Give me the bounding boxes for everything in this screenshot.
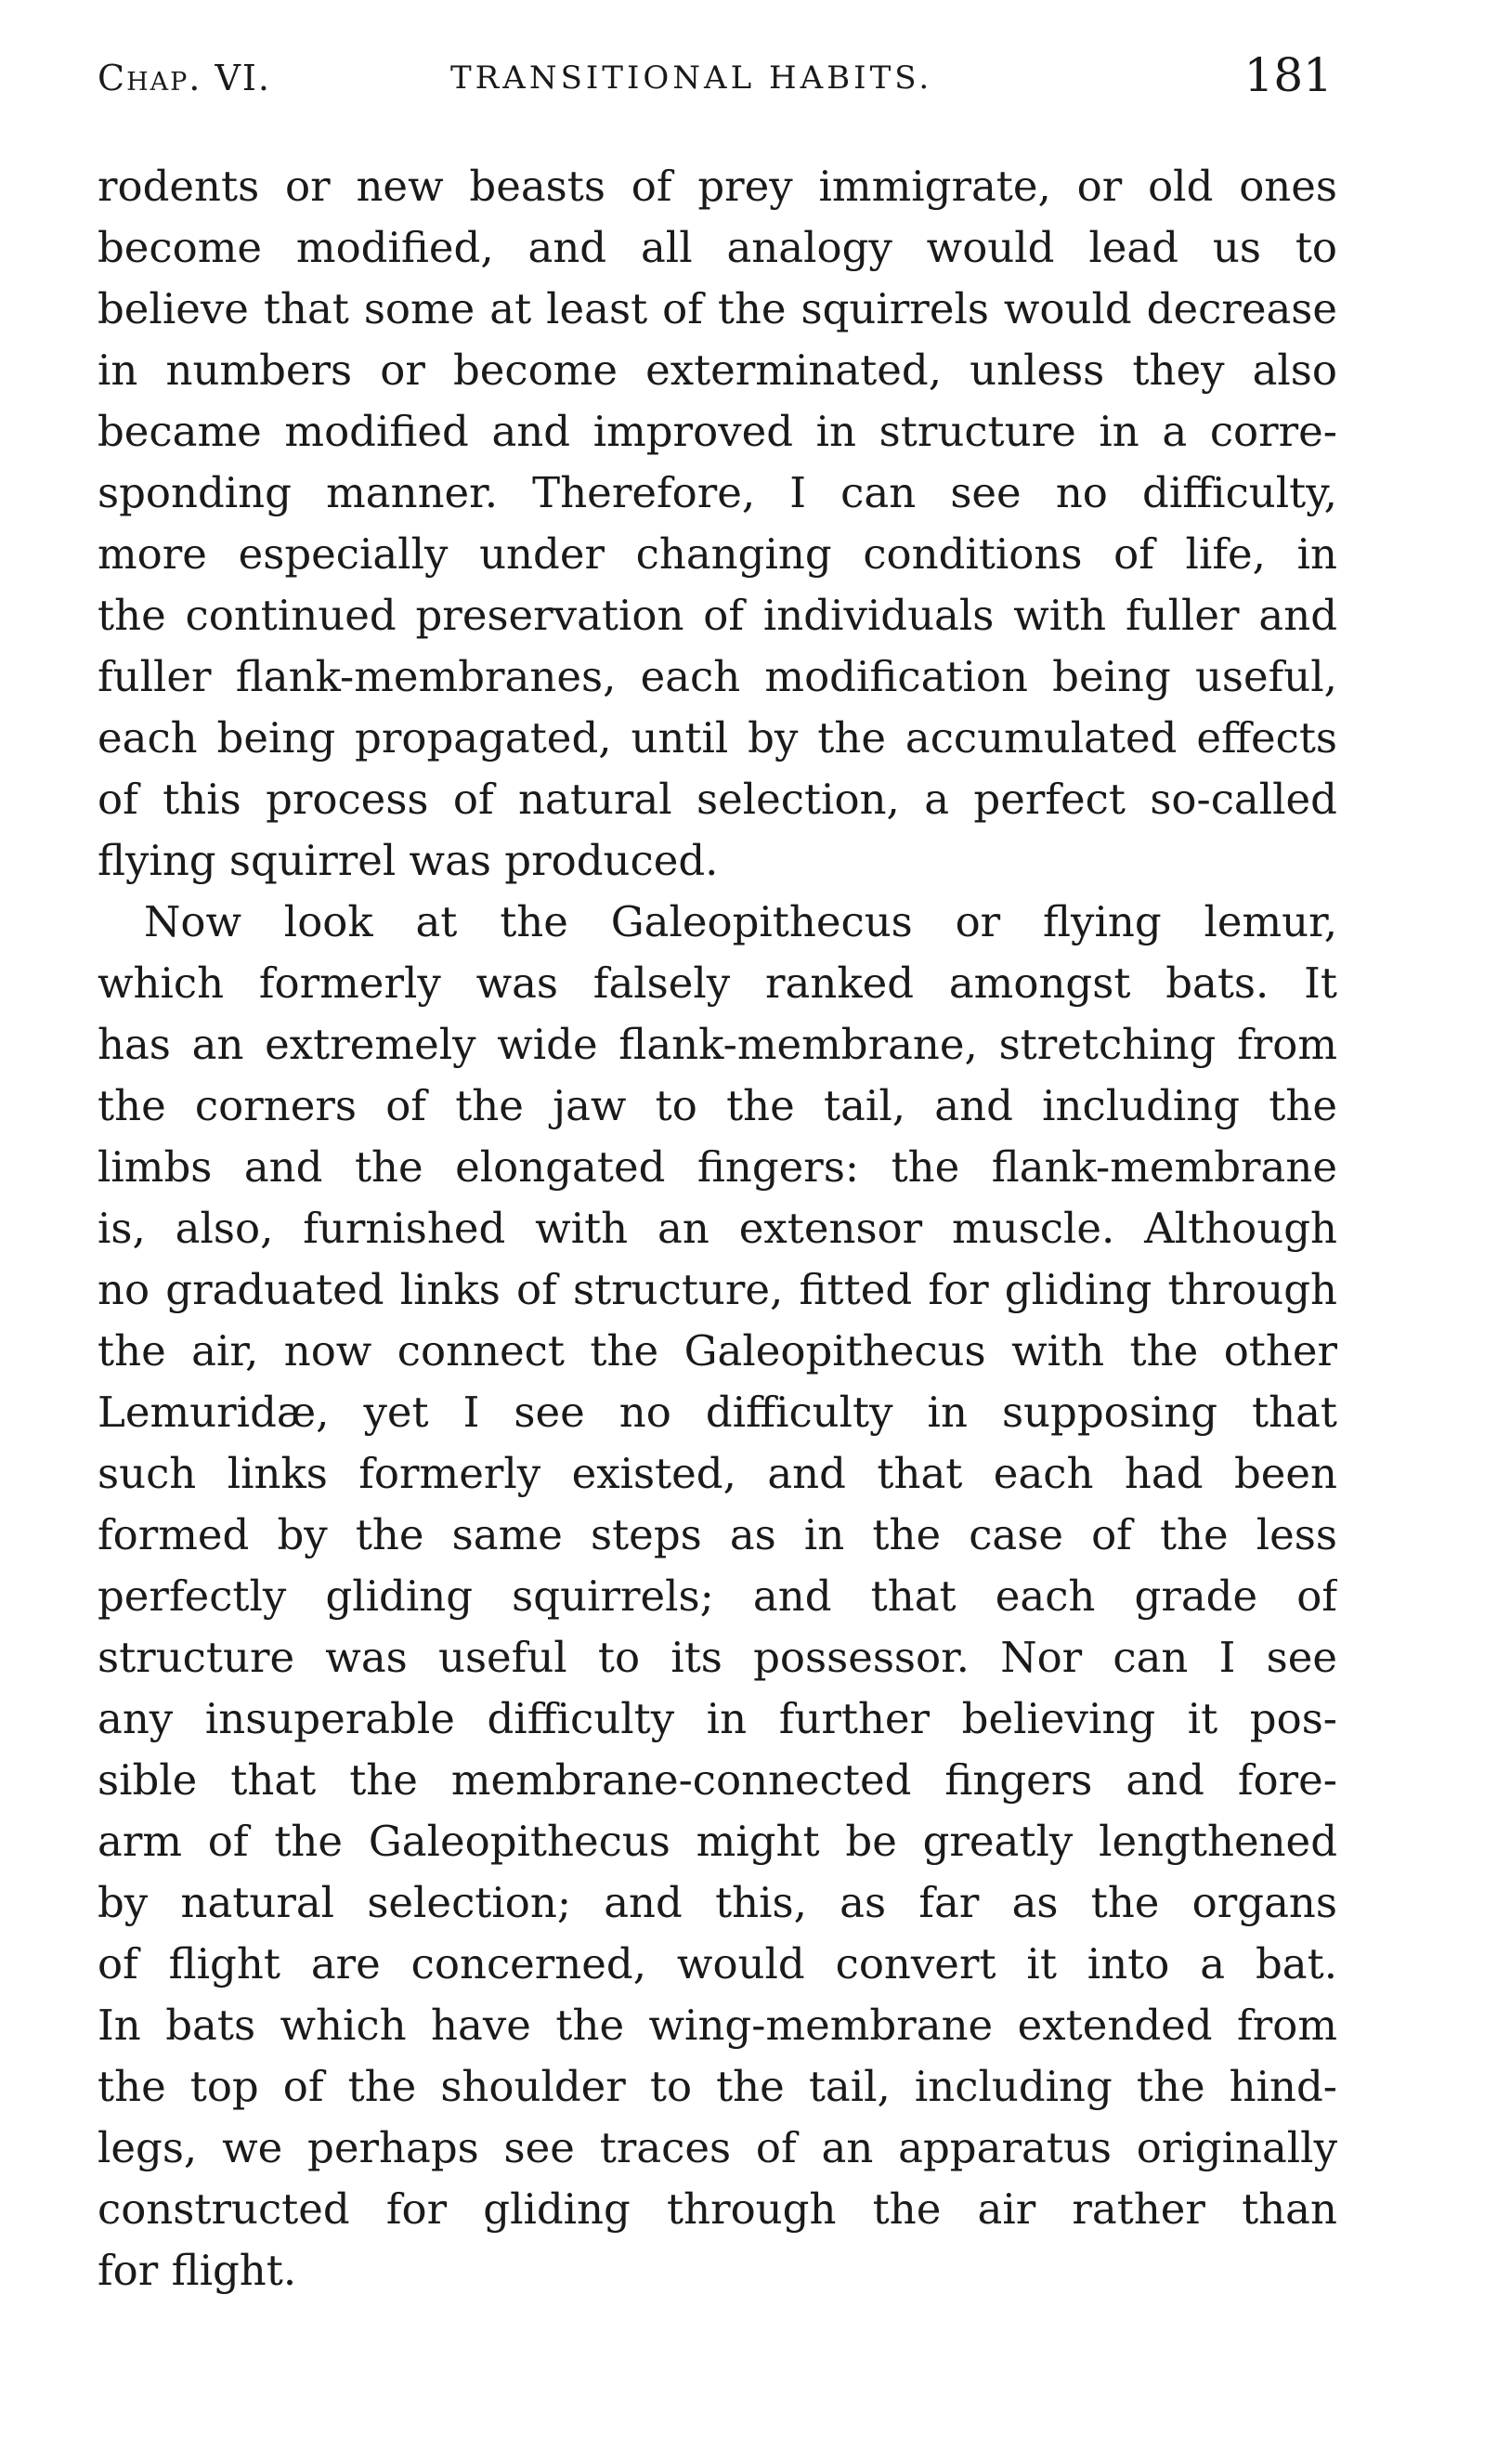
text-line: in numbers or become exterminated, unless they also: [98, 345, 1337, 395]
text-line: Now look at the Galeopithecus or flying lemur,: [144, 897, 1337, 946]
paragraph-1: [98, 156, 1337, 892]
text-line: structure was useful to its possessor. Nor can I see: [98, 1633, 1337, 1682]
text-line: fuller flank-membranes, each modification being useful,: [98, 652, 1337, 701]
text-line: In bats which have the wing-membrane extended from: [98, 2001, 1337, 2050]
text-line: formed by the same steps as in the case of the less: [98, 1510, 1337, 1559]
text-line: arm of the Galeopithecus might be greatly lengthened: [98, 1817, 1337, 1866]
text-line: limbs and the elongated fingers: the flank-membrane: [98, 1142, 1337, 1192]
text-line: the continued preservation of individuals with fuller and: [98, 591, 1337, 640]
running-title: TRANSITIONAL HABITS.: [450, 59, 933, 97]
text-line: perfectly gliding squirrels; and that each grade of: [98, 1571, 1337, 1621]
text-line: the corners of the jaw to the tail, and including the: [98, 1081, 1337, 1130]
text-line: constructed for gliding through the air rather than: [98, 2184, 1337, 2234]
running-head: [98, 48, 1333, 113]
text-line: has an extremely wide flank-membrane, stretching from: [98, 1020, 1337, 1069]
chapter-label: Chap. VI.: [98, 58, 271, 98]
text-line: which formerly was falsely ranked amongst bats. It: [98, 958, 1337, 1008]
text-line: sponding manner. Therefore, I can see no difficulty,: [98, 468, 1337, 517]
text-line: is, also, furnished with an extensor muscle. Although: [98, 1204, 1337, 1253]
paragraph-2: [98, 892, 1337, 2301]
page-number: 181: [1243, 48, 1333, 102]
text-line: the top of the shoulder to the tail, including the hind-: [98, 2062, 1337, 2111]
body-text: [98, 156, 1337, 2301]
text-line: sible that the membrane-connected fingers and fore-: [98, 1755, 1337, 1805]
text-line: the air, now connect the Galeopithecus with the other: [98, 1326, 1337, 1375]
text-line: of this process of natural selection, a perfect so-called: [98, 775, 1337, 824]
text-line: Lemuridæ, yet I see no difficulty in supposing that: [98, 1388, 1337, 1437]
text-line: any insuperable difficulty in further believing it pos-: [98, 1694, 1337, 1743]
text-line: legs, we perhaps see traces of an apparatus originally: [98, 2123, 1337, 2172]
text-line: became modified and improved in structure in a corre-: [98, 407, 1337, 456]
text-line: more especially under changing conditions of life, in: [98, 529, 1337, 579]
text-line: rodents or new beasts of prey immigrate, or old ones: [98, 162, 1337, 211]
text-line: no graduated links of structure, fitted for gliding through: [98, 1265, 1337, 1314]
text-line: by natural selection; and this, as far as the organs: [98, 1878, 1337, 1927]
text-line: flying squirrel was produced.: [98, 836, 719, 885]
text-line: believe that some at least of the squirrels would decrease: [98, 284, 1337, 333]
text-line: each being propagated, until by the accumulated effects: [98, 713, 1337, 763]
text-line: such links formerly existed, and that each had been: [98, 1449, 1337, 1498]
text-line: of flight are concerned, would convert it into a bat.: [98, 1939, 1337, 1988]
text-line: become modified, and all analogy would lead us to: [98, 223, 1337, 272]
text-line: for flight.: [98, 2246, 297, 2295]
